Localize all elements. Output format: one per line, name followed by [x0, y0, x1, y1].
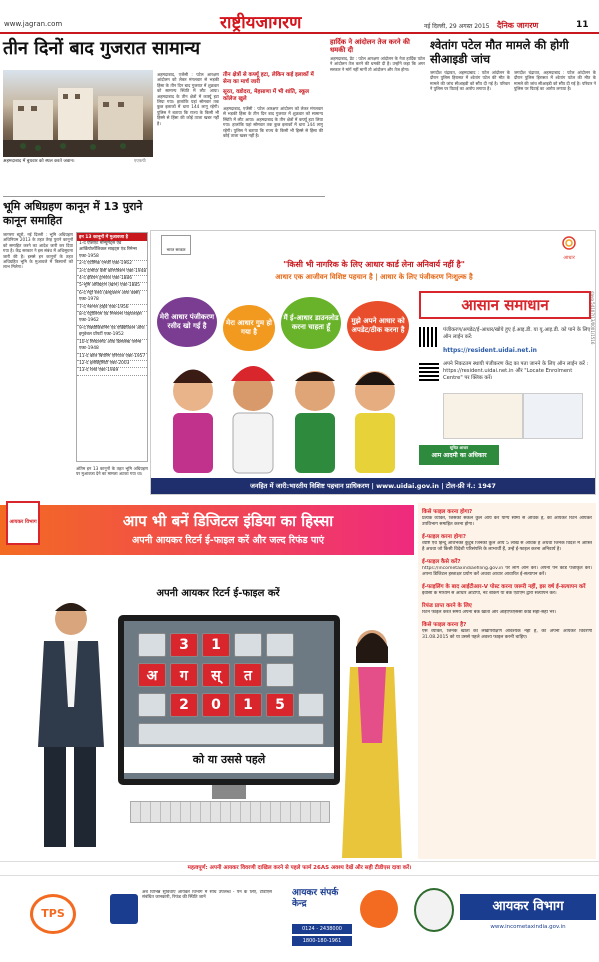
- law-item: 9-द रिक्वीजिशनिंग एंड एक्विजिशन ऑफ इमूवेबल प्रॉपर्टी एक्ट-1952: [77, 326, 147, 340]
- aadhaar-letter-image: [523, 393, 583, 439]
- man-figure-icon: [26, 597, 116, 857]
- aadhaar-logo: [549, 235, 589, 261]
- tax-advertisement: [0, 497, 599, 962]
- story2-body: अहमदाबाद, प्रेट : पटेल आरक्षण आंदोलन के नेता हार्दिक पटेल ने आंदोलन तेज करने की धमकी दी है। उन्होंने कहा कि अगर सरकार ने मांगें नहीं मानीं तो आंदोलन और तेज होगा।: [330, 56, 425, 72]
- tax-info-text: रिटर्न फाइल करते समय अपना बैंक खाता और आईएफएससी कोड सही-सही भरें।: [422, 610, 557, 615]
- govt-label: भारत सरकार: [166, 247, 186, 252]
- law-item: 7-द नेशनल हाईवे एक्ट-1956: [77, 305, 147, 312]
- tax-info-heading: रिफंड प्राप्त करने के लिए: [422, 603, 472, 609]
- law-item: 8-द पेट्रोलियम एंड मिनरल्स पाइपलाइंस एक्ट-1962: [77, 312, 147, 326]
- dept-site[interactable]: www.incometaxindia.gov.in: [490, 924, 566, 930]
- masthead: राष्ट्रीयजागरण: [220, 13, 302, 33]
- date-key: अ: [138, 663, 166, 687]
- bubble-update: मुझे अपने आधार को अपडेट/ठीक करना है: [347, 301, 409, 351]
- brand-name: दैनिक जागरण: [497, 21, 539, 30]
- story4-body: जागरण ब्यूरो, नई दिल्ली : भूमि अधिग्रहण अधिनियम 2013 के तहत तेरह पुराने कानूनों को समाहित करने का आदेश जारी कर दिया गया है। केंद्र सरकार ने इस संबंध में अधिसूचना जारी की है। इससे इन कानूनों के तहत अधिग्रहित भूमि के मुआवजे में किसानों को लाभ मिलेगा।: [3, 232, 73, 270]
- slogan: आम आदमी का अधिकार: [431, 452, 487, 459]
- slogan-badge: [419, 445, 499, 465]
- atm-icon: [110, 894, 138, 924]
- law-item: 1-द एंशिएंट मॉन्यूमेंट्स एंड आर्कियोलॉजिकल साइट्स एंड रिमेन्स एक्ट-1958: [77, 241, 147, 261]
- divider: [3, 196, 325, 197]
- law-item: 12-द इलेक्ट्रिसिटी एक्ट-2003: [77, 361, 147, 368]
- aadhaar-quote: "किसी भी नागरिक के लिए आधार कार्ड लेना अनिवार्य नहीं है": [283, 260, 465, 269]
- story3-body: जगदीश चंद्रावत, अहमदाबाद : पटेल आंदोलन के दौरान पुलिस हिरासत में श्वेतांग पटेल की मौत के मामले की जांच सीआइडी को सौंप दी गई है। परिवार ने पुलिस पर पिटाई का आरोप लगाया है।: [430, 70, 510, 92]
- bubble-lost-receipt: मेरी आधार पंजीकरण रसीद खो गई है: [157, 297, 217, 347]
- monitor-stand: [212, 785, 246, 799]
- phone-1[interactable]: 0124 - 2438000: [292, 924, 352, 934]
- story1-photo: [3, 70, 153, 157]
- law-item: 10-द रिसेटलमेंट ऑफ डिस्प्लेस्ड पर्सन्स एक्ट-1948: [77, 340, 147, 354]
- blank-key: [234, 633, 262, 657]
- date-line: नई दिल्ली, 29 अगस्त 2015: [424, 23, 490, 30]
- solution-title: आसान समाधान: [419, 291, 591, 319]
- story1-caption: अहमदाबाद में बुधवार को स्थल करते जवान।: [3, 159, 75, 164]
- seal-icon: [414, 888, 454, 932]
- page-header: [0, 0, 599, 34]
- bubble-lost-aadhaar: मेरा आधार गुम हो गया है: [223, 305, 275, 351]
- blank-key: [266, 663, 294, 687]
- law-item: 6-द मेट्रो रेलवे (कंस्ट्रक्शन आफ वर्क्स) एक्ट-1978: [77, 291, 147, 305]
- law-item: 5-भूमि अधिग्रहण (खान) एक्ट-1885: [77, 283, 147, 290]
- date-key: 5: [266, 693, 294, 717]
- tax-info-text: ईवीसी के माध्यम से आधार ओटीपी, नेट बैंकिंग या बैंक एटीएम द्वारा सत्यापन करें।: [422, 591, 557, 596]
- aadhaar-card-image: [443, 393, 523, 439]
- tax-info-column: [418, 503, 596, 859]
- blank-key: [298, 693, 324, 717]
- laws-box: [76, 232, 148, 462]
- date-key: 3: [170, 633, 198, 657]
- solution-url[interactable]: https://resident.uidai.net.in: [443, 347, 537, 354]
- tax-info-heading: किसे फाइल करना होगा?: [422, 509, 473, 515]
- blank-key: [266, 633, 294, 657]
- dept-logo: आयकर विभाग: [460, 894, 596, 920]
- tax-info-heading: ई-फाइल करना होगा?: [422, 534, 466, 540]
- tax-info-text: व्यष्टि एवं हिन्दू अविभक्त कुटुंब जिनकी कुल आय 5 लाख से अधिक है अथवा जिनके विदेश में आस्ति है अथवा जो किसी विदेशी परिसंपत्ति के लाभार्थी हैं, उन्हें ई-फाइल करना अनिवार्य है।: [422, 541, 592, 552]
- story3-body-cont: जगदीश चंद्रावत, अहमदाबाद : पटेल आंदोलन के दौरान पुलिस हिरासत में श्वेतांग पटेल की मौत के मामले की जांच सीआइडी को सौंप दी गई है। परिवार ने पुलिस पर पिटाई का आरोप लगाया है।: [514, 70, 596, 92]
- tax-subtitle: अपनी आयकर रिटर्न ई-फाइल करें और जल्द रिफंड पाएं: [132, 535, 324, 546]
- story4-headline: भूमि अधिग्रहण कानून में 13 पुराने कानून समाहित: [3, 200, 143, 227]
- tax-info-heading: ई-फाइलिंग के बाद आईटीआर-V पोस्ट करना जरूरी नहीं, इस वर्ष ई-सत्यापन करें: [422, 584, 586, 590]
- monitor-screen: [124, 621, 334, 779]
- blank-key: [138, 633, 166, 657]
- story1-headline: तीन दिनों बाद गुजरात सामान्य: [3, 38, 201, 59]
- laws-box-title: इन 13 कानूनों में मुआवजा है: [77, 233, 147, 241]
- tax-info-text: प्रत्येक व्यक्ति, जिसकी सकल कुल आय कर योग्य सीमा से अधिक है, को आयकर रिटर्न आयकर उपविभाग समाहित करना होगा।: [422, 516, 592, 527]
- bubble-download: मैं ई-आधार डाउनलोड करना चाहता हूँ: [281, 297, 341, 349]
- date-key: 1: [234, 693, 262, 717]
- tax-info-text: https://incometaxindiaefiling.gov.in पर लॉग ऑन करें। अपना पैन कार्ड पंजीकृत करें। अपना डिजिटल हस्ताक्षर प्रयोग करें अथवा आधार आधारित ई-सत्यापन करें।: [422, 566, 592, 577]
- aadhaar-footer: जनहित में जारी:भारतीय विशिष्ट पहचान प्राधिकरण | www.uidai.gov.in | टोल-फ्री नं.: 1947: [151, 478, 595, 494]
- tax-banner: [0, 505, 414, 555]
- law-item: 2-द एटॉमिक एनर्जी एक्ट-1962: [77, 261, 147, 268]
- solution-info2: अपने निकटतम स्थायी पंजीकरण केंद्र का पता जानने के लिए ऑन लाईन करें : https://resident.uidai.net.in और "Locate Enrolment Centre" पर क्लिक करें।: [443, 361, 589, 381]
- laws-list: [77, 241, 147, 376]
- date-key: 0: [202, 693, 230, 717]
- aadhaar-sub: आधार एक आजीवन विशिष्ट पहचान है | आधार के लिए पंजीकरण निःशुल्क है: [275, 273, 473, 281]
- solution-info1: पंजीकरण/अपडेट/ई-आधार/खोये हुए ई.आइ.डी. या यू.आइ.डी. को पाने के लिए ऑन लाईन करें:: [443, 327, 591, 340]
- story1-credit: एएफपी: [134, 159, 146, 164]
- tps-logo: TPS: [30, 894, 76, 934]
- citizens-illustration-icon: [161, 351, 411, 479]
- fingerprint-icon: [558, 235, 580, 251]
- story2-headline: हार्दिक ने आंदोलन तेज करने की धमकी दी: [330, 38, 410, 54]
- city-building-icon: [3, 70, 153, 157]
- site-url[interactable]: www.jagran.com: [4, 20, 63, 28]
- phone-2[interactable]: 1800-180-1961: [292, 936, 352, 946]
- story4-footer: अंतिम इन 13 कानूनों के तहत भूमि अधिग्रहण पर मुआवजा देने का मामला अटका गया था।: [76, 466, 148, 477]
- aayakar-title: आयकर संपर्क केन्द्र: [292, 888, 339, 909]
- tax-footer: [0, 875, 599, 960]
- tax-tag: आयकर विभाग: [6, 501, 40, 545]
- date-key: स्: [202, 663, 230, 687]
- story3-headline: श्वेतांग पटेल मौत मामले की होगी सीआइडी जांच: [430, 38, 569, 66]
- aadhaar-logo-text: आधार: [563, 255, 575, 261]
- law-item: 3-द दामोदर वैली कॉरपोरेशन एक्ट-1948: [77, 269, 147, 276]
- aadhaar-advertisement: [150, 230, 596, 495]
- tax-info-heading: किसे फाइल करना है?: [422, 622, 467, 628]
- story1-bullets: [223, 72, 323, 103]
- date-key: 1: [202, 633, 230, 657]
- qr-code-icon: [419, 327, 439, 347]
- atm-text: अब विभिन्न सुविधाएं आयकर विभाग में सीधे उपलब्ध - पैन के लिए, टीडीएस संबंधित जानकारी, रिफंड की स्थिति जानें: [142, 890, 272, 901]
- qr-code-icon: [419, 361, 439, 381]
- blank-key: [138, 693, 166, 717]
- tax-title: आप भी बनें डिजिटल इंडिया का हिस्सा: [122, 512, 334, 530]
- date-key: 2: [170, 693, 198, 717]
- page-number: 11: [576, 20, 589, 30]
- monitor-title: अपनी आयकर रिटर्न ई-फाइल करें: [156, 588, 280, 599]
- law-item: 13-द रेलवे एक्ट-1989: [77, 368, 147, 375]
- monitor: [118, 615, 340, 785]
- story1-body: अहमदाबाद, एजेंसी : पटेल आरक्षण आंदोलन को लेकर मंगलवार से भड़की हिंसा के तीन दिन बाद गुजरात में शुक्रवार को सामान्य स्थिति में लौट आया। अहमदाबाद के तीन क्षेत्रों में कर्फ्यू हटा लिया गया। हालांकि यहां सोमवार तक कुछ इलाकों में धारा 144 लागू रहेगी। पुलिस ने बताया कि राज्य के किसी भी हिस्से से हिंसा की कोई ताजा खबर नहीं है।: [157, 72, 219, 126]
- keyboard-icon: [130, 801, 330, 823]
- tax-info-text: ऐसे व्यक्ति, जिनके खातों का लेखापरीक्षण आवश्यक नहीं है, को अपनी आयकर विवरणी 31.08.2015 को या उससे पहले अवश्य फाइल करनी चाहिए।: [422, 629, 592, 640]
- story1-bullet: सूरत, वडोदरा, मेहसाणा में भी शांति, स्कूल कॉलेज खुले: [223, 89, 310, 102]
- deadline-text: को या उससे पहले: [124, 747, 334, 773]
- date-key: त: [234, 663, 262, 687]
- tax-warning: महत्वपूर्ण: अपनी आयकर विवरणी दाखिल करने से पहले फार्म 26AS अवश्य देखें और सही टीडीएस दावा करें।: [0, 861, 599, 873]
- davp-code: davp 54107/13/0001/1516: [590, 291, 595, 345]
- emblem-icon: [161, 235, 191, 255]
- story1-bullet: तीन क्षेत्रों से कर्फ्यू हटा, लेकिन कई इलाकों में सेना का मार्च जारी: [223, 72, 314, 85]
- woman-figure-icon: [330, 623, 412, 863]
- law-item: 4-द इंडियन ट्रामवेज एक्ट-1886: [77, 276, 147, 283]
- date-key: ग: [170, 663, 198, 687]
- contact-icon: [360, 890, 398, 928]
- law-item: 11-द कोल बियरिंग एरियाज एक्ट-1957: [77, 354, 147, 361]
- tax-info-heading: ई-फाइल कैसे करें?: [422, 559, 461, 565]
- story1-body-cont: अहमदाबाद, एजेंसी : पटेल आरक्षण आंदोलन को लेकर मंगलवार से भड़की हिंसा के तीन दिन बाद गुजरात में शुक्रवार को सामान्य स्थिति में लौट आया। अहमदाबाद के तीन क्षेत्रों में कर्फ्यू हटा लिया गया। हालांकि यहां सोमवार तक कुछ इलाकों में धारा 144 लागू रहेगी। पुलिस ने बताया कि राज्य के किसी भी हिस्से से हिंसा की कोई ताजा खबर नहीं है।: [223, 106, 323, 139]
- slogan-top: सूचित आधार: [449, 445, 469, 450]
- blank-key: [138, 723, 324, 745]
